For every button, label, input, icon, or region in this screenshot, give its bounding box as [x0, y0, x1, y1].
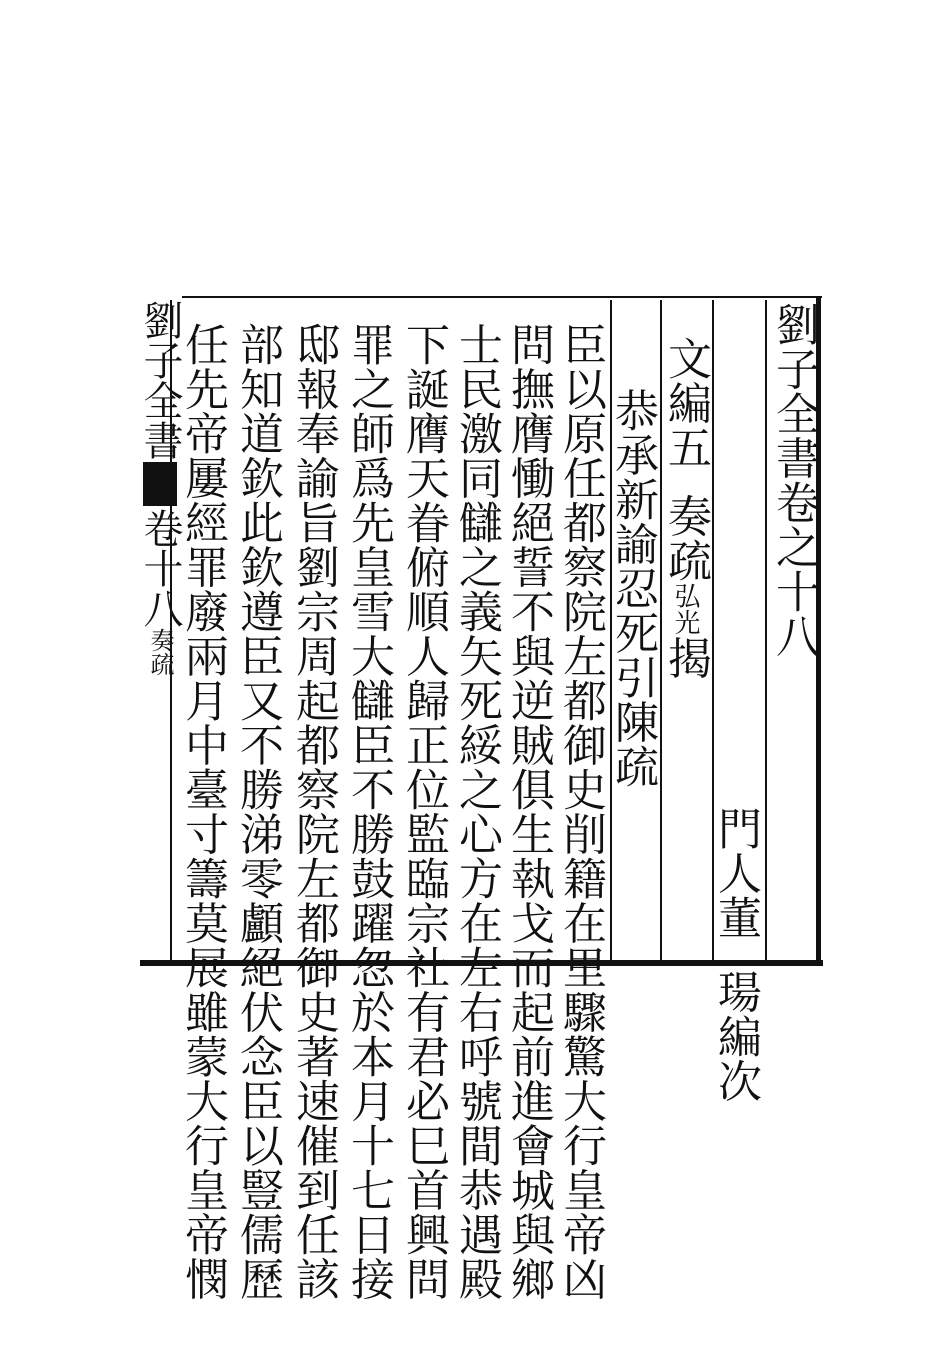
section-tail: 揭 — [660, 635, 711, 680]
book-title: 劉子全書卷之十八 — [768, 302, 819, 658]
body-column: 臣以原任都察院左都御史削籍在里驟驚大行皇帝凶 — [555, 322, 606, 1301]
body-column: 任先帝屢經罪廢兩月中臺寸籌莫展雖蒙大行皇帝憫 — [177, 322, 228, 1301]
body-column: 問撫膺慟絕誓不與逆賊俱生執戈而起前進會城與鄉 — [503, 322, 554, 1301]
top-border — [182, 296, 822, 298]
spine-fishtail-mark — [143, 462, 177, 506]
body-column: 邸報奉諭旨劉宗周起都察院左都御史著速催到任該 — [288, 322, 339, 1301]
column-line-4 — [765, 300, 767, 960]
body-column: 罪之師爲先皇雪大讎臣不勝鼓躍忽於本月十七日接 — [343, 322, 394, 1301]
body-column: 部知道欽此欽遵臣又不勝涕零顱絕伏念臣以豎儒歷 — [232, 322, 283, 1301]
spine-title: 劉子全書 — [137, 300, 183, 460]
section-label: 文編五 — [660, 336, 711, 470]
section-note: 弘光 — [670, 582, 700, 636]
body-column: 下誕膺天眷俯順人歸正位監臨宗社有君必巳首興問 — [398, 322, 449, 1301]
compiler-name: 瑒編次 — [710, 969, 761, 1103]
memorial-title: 恭承新諭忍死引陳疏 — [607, 388, 658, 789]
compiler-label: 門人董 — [710, 806, 761, 940]
spine-category: 奏疏 — [146, 628, 174, 676]
section-heading — [660, 336, 710, 680]
spine-volume: 卷十八 — [137, 508, 183, 628]
compiler-credit — [710, 806, 760, 1103]
spine — [137, 300, 183, 770]
body-column: 士民激同讎之義矢死綏之心方在左右呼號間恭遇殿 — [451, 322, 502, 1301]
section-subject: 奏疏 — [660, 493, 711, 583]
